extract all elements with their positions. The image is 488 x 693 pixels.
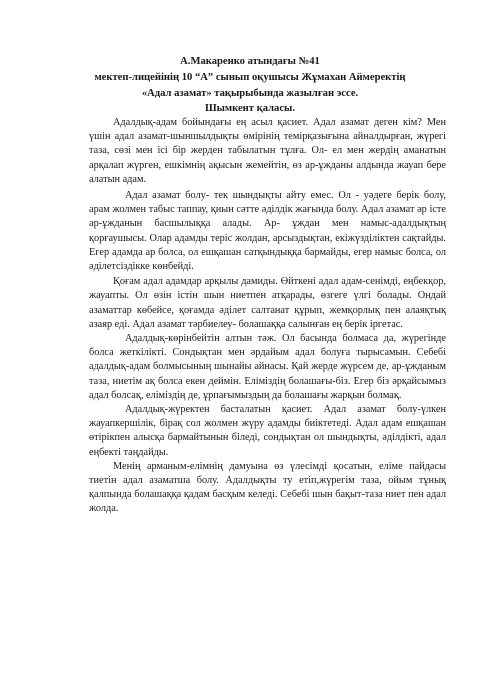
header-author-line: мектеп-лицейінің 10 “А” сынып оқушысы Жұмахан Аймеректің — [94, 72, 406, 83]
essay-paragraph-3: Қоғам адал адамдар арқылы дамиды. Өйткені адал адам-сенімді, еңбекқор, жауапты. Ол өзін істін шын ниетпен атқарады, өзгеге үлгі болады. Ондай азаматтар көбейсе, қоғамда әділет салтанат құрып, жемқорлық пен алаяқтық азаяр еді. Адал азамат тәрбиелеу- болашаққа салынған ең берік іргетас. — [89, 276, 446, 330]
essay-body — [89, 116, 446, 517]
essay-paragraph-4: Адалдық-көрінбейтін алтын тәж. Ол басында болмаса да, жүрегінде болса жеткілікті. Сондықтан мен әрдайым адал болуға тырысамын. Себебі адалдық-адам болмысының шынайы айнасы. Қай жерде жүрсем де, ар-ұжданым таза, ниетім ақ болса екен деймін. Еліміздің болашағы-біз. Егер біз әрқайсымыз адал болсақ, еліміздің де, ұрпағымыздың да болашағы жарқын болмақ. — [89, 333, 446, 401]
essay-paragraph-1: Адалдық-адам бойындағы ең асыл қасиет. Адал азамат деген кім? Мен үшін адал азамат-шыншылдықты өмірінің темірқазығына айналдырған, жүрегі таза, сөзі мен ісі бір жерден табылатын тұлға. Ол- ел мен жердің аманатын арқалап жүрген, ешкімнің ақысын жемейтін, өз ар-ұжданы алдында жауап бере алатын адам. — [89, 117, 446, 185]
header-school-line: А.Макаренко атындағы №41 — [180, 56, 320, 67]
header-essay-title: «Адал азамат» тақырыбында жазылған эссе. — [141, 88, 359, 99]
essay-paragraph-6: Менің арманым-елімнің дамуына өз үлесімді қосатын, еліме пайдасы тиетін адал азаматша болу. Адалдықты ту етіп,жүрегім таза, ойым тұнық қалпында болашаққа қадам басқым келеді. Себебі шын бақыт-таза ниет пен адал жолда. — [89, 460, 446, 515]
essay-paragraph-2: Адал азамат болу- тек шындықты айту емес. Ол - уәдеге берік болу, арам жолмен табыс таппау, қиын сәтте әділдік жағында болу. Адал азамат әр істе ар-ұжданын басшылыққа алады. Ар- ұждан мен намыс-адалдықтың қорғаушысы. Олар адамды теріс жолдан, арсыздықтан, екіжүзділіктен сақтайды. Егер адамда ар болса, ол ешқашан сатқындыққа бармайды, егер намыс болса, ол әділетсіздікке көнбейді. — [89, 190, 446, 273]
header-city: Шымкент қаласы. — [205, 103, 295, 114]
essay-paragraph-5: Адалдық-жүректен басталатын қасиет. Адал азамат болу-үлкен жауапкершілік, бірақ сол жолмен жүру адамды биіктетеді. Адал адам ешқашан өтірікпен алысқа бармайтынын біледі, сондықтан ол шындықты, әділдікті, адал еңбекті таңдайды. — [89, 404, 446, 458]
